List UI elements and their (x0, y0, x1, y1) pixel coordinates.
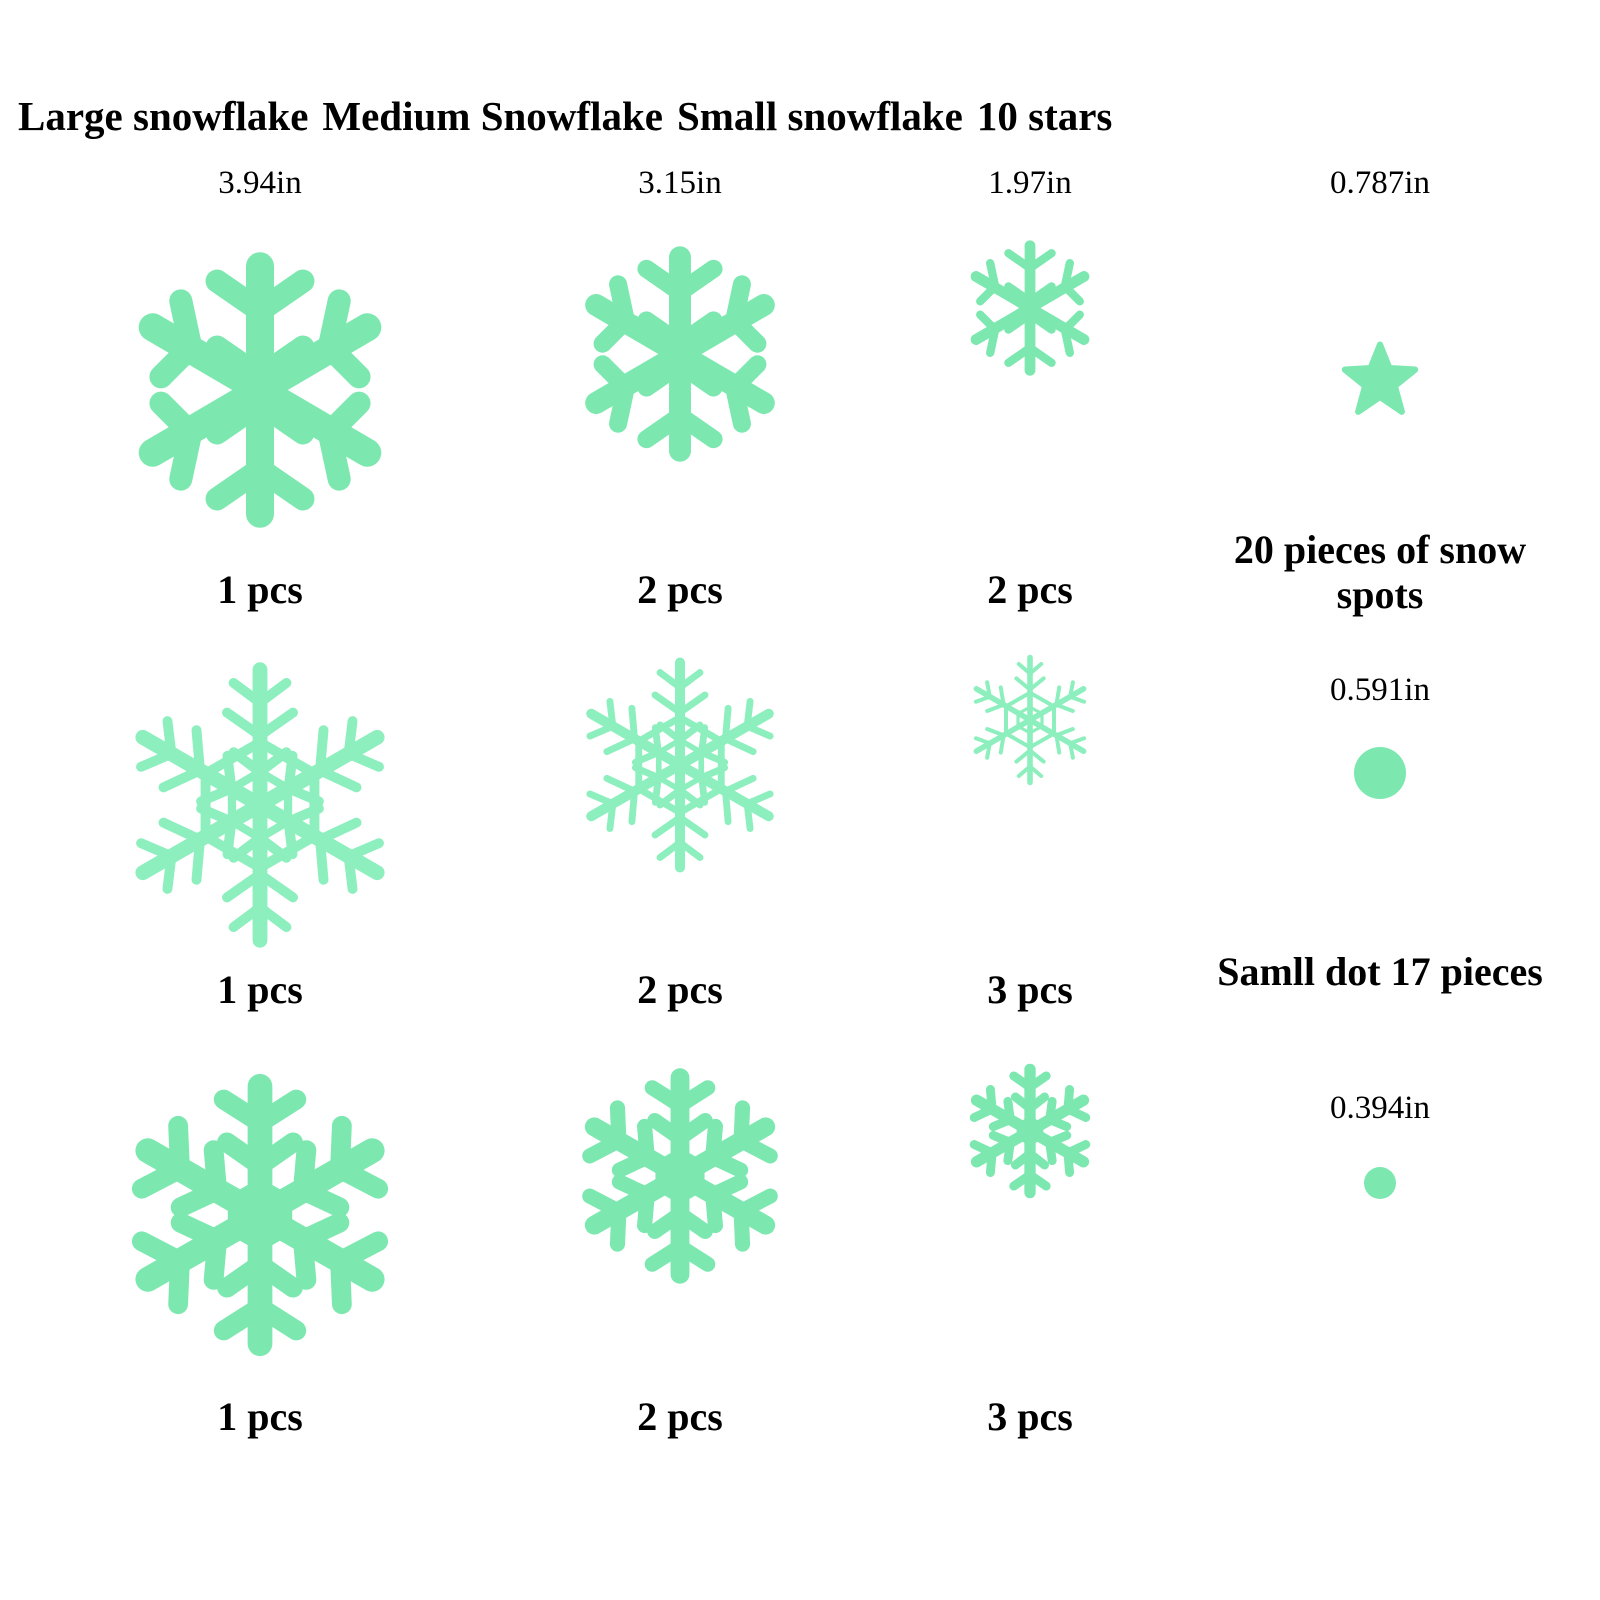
snowflake-large-style1 (60, 225, 460, 555)
count-value: 2 pcs (637, 567, 723, 612)
snowflake-medium-style1 (500, 225, 860, 483)
count-value: 1 pcs (217, 1394, 303, 1439)
star-icon (1200, 340, 1560, 418)
small-dot-size (1200, 1090, 1560, 1126)
count-medium-row3 (500, 1395, 860, 1439)
count-value: 1 pcs (217, 567, 303, 612)
count-small-row1 (880, 568, 1180, 612)
snowflake-large-style2 (60, 640, 460, 970)
header-small-snowflake: Small snowflake (676, 93, 963, 139)
large-dot-icon (1200, 745, 1560, 801)
snowflake-small-style2 (880, 640, 1180, 800)
count-large-row1 (60, 568, 460, 612)
snowflake-small-style3 (880, 1050, 1180, 1212)
snow-spots-title (1200, 528, 1560, 618)
size-value-medium: 3.15in (638, 165, 722, 201)
header-row (0, 92, 1600, 140)
size-label-stars (1200, 165, 1560, 201)
header-10-stars: 10 stars (976, 93, 1113, 139)
snow-spots-size-text: 0.591in (1330, 672, 1430, 708)
count-value: 1 pcs (217, 967, 303, 1012)
header-medium-snowflake: Medium Snowflake (322, 93, 663, 139)
snowflake-small-style1 (880, 225, 1180, 391)
count-value: 3 pcs (987, 967, 1073, 1012)
size-value-small: 1.97in (988, 165, 1072, 201)
count-value: 3 pcs (987, 1394, 1073, 1439)
size-value-stars: 0.787in (1330, 165, 1430, 201)
size-label-medium (500, 165, 860, 201)
count-value: 2 pcs (987, 567, 1073, 612)
count-medium-row1 (500, 568, 860, 612)
small-dot-title (1200, 950, 1560, 995)
snowflake-medium-style3 (500, 1050, 860, 1302)
snow-spots-size (1200, 672, 1560, 708)
small-dot-icon (1200, 1165, 1560, 1201)
count-value: 2 pcs (637, 967, 723, 1012)
snow-spots-title-text: 20 pieces of snow spots (1233, 527, 1527, 617)
count-large-row3 (60, 1395, 460, 1439)
size-value-large: 3.94in (218, 165, 302, 201)
small-dot-size-text: 0.394in (1330, 1090, 1430, 1126)
count-medium-row2 (500, 968, 860, 1012)
count-small-row2 (880, 968, 1180, 1012)
snowflake-medium-style2 (500, 640, 860, 890)
count-small-row3 (880, 1395, 1180, 1439)
size-label-large (60, 165, 460, 201)
small-dot-title-text: Samll dot 17 pieces (1217, 949, 1543, 994)
header-large-snowflake: Large snowflake (18, 93, 309, 139)
size-label-small (880, 165, 1180, 201)
snowflake-large-style3 (60, 1050, 460, 1380)
count-value: 2 pcs (637, 1394, 723, 1439)
count-large-row2 (60, 968, 460, 1012)
